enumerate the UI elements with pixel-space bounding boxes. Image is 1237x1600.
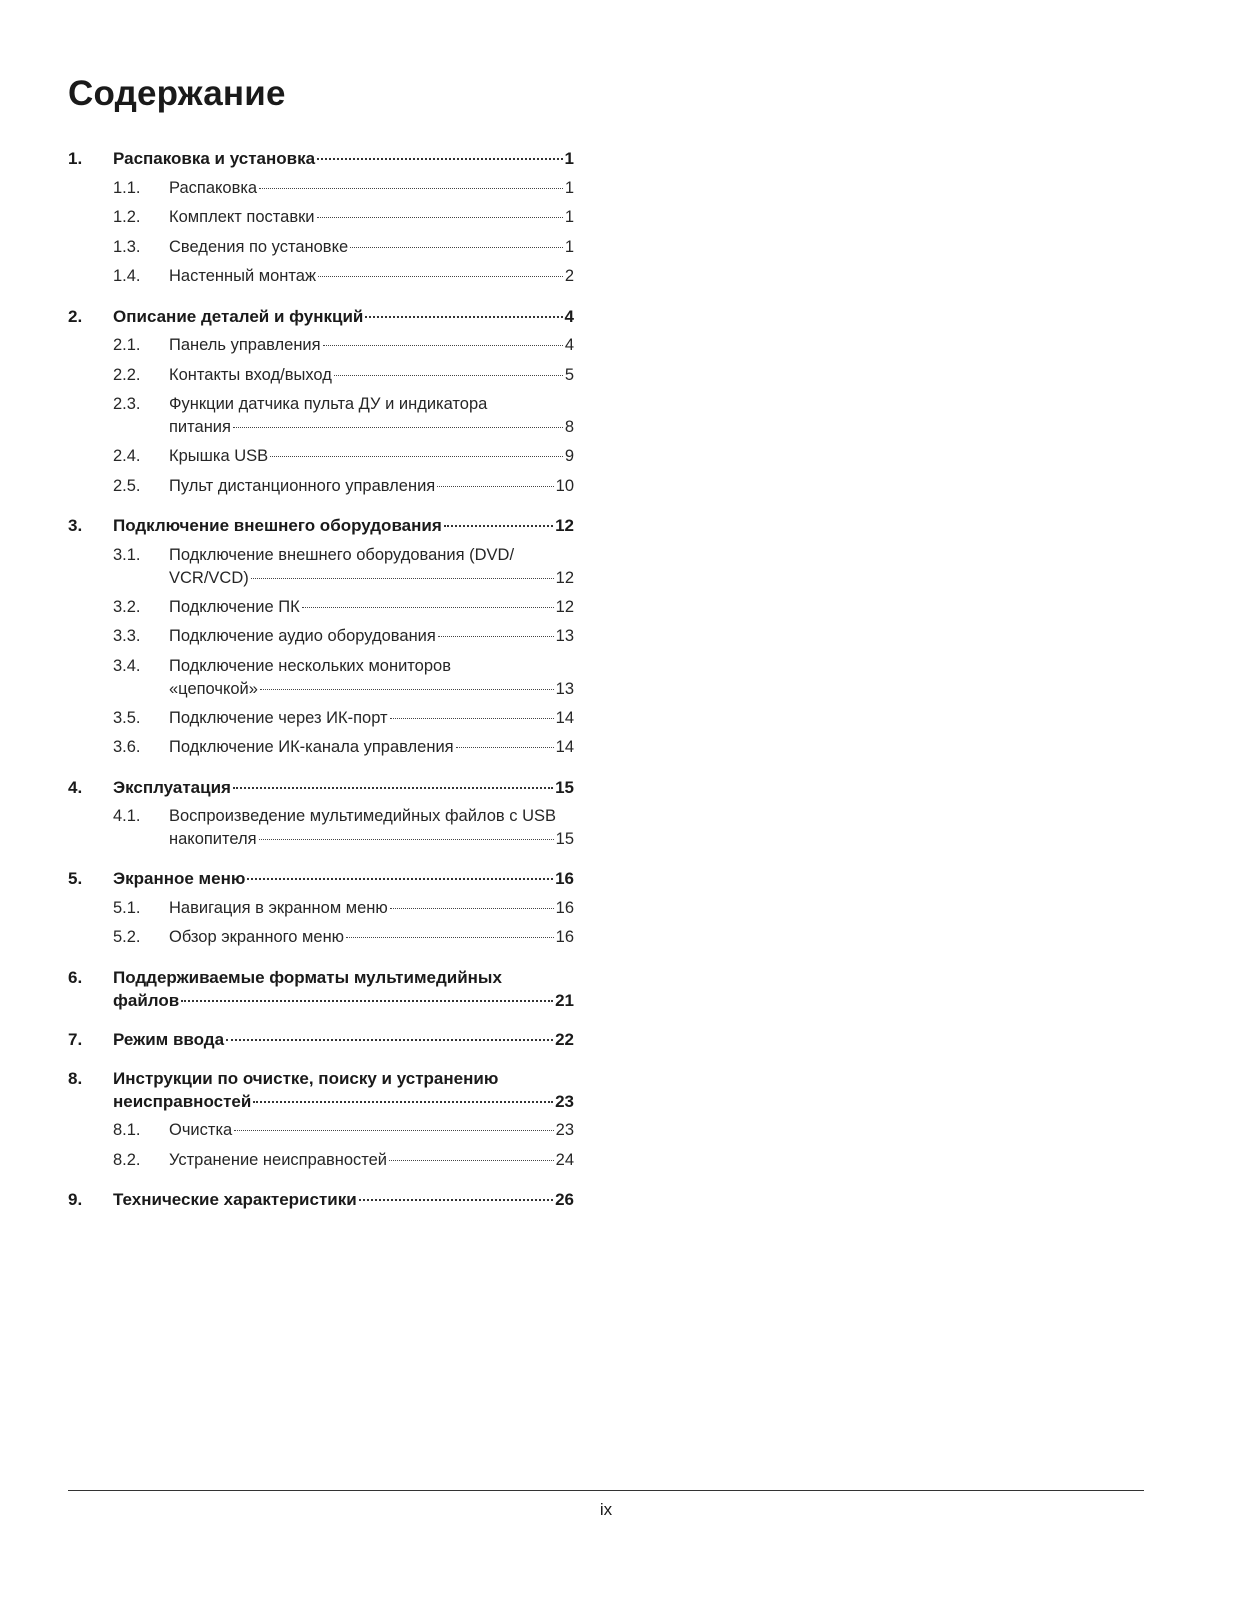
toc-subsection-entry[interactable] (68, 361, 574, 391)
toc-entry-title: «цепочкой» (169, 679, 258, 698)
toc-entry-title: VCR/VCD) (169, 568, 249, 587)
dot-leader (323, 344, 563, 346)
footer-divider (68, 1490, 1144, 1491)
toc-entry-number: 2. (68, 306, 83, 326)
dot-leader (365, 315, 562, 318)
toc-page-number: 15 (555, 777, 574, 797)
toc-entry-title: Распаковка (169, 178, 258, 197)
toc-page-number: 5 (564, 365, 574, 384)
toc-entry-title: Режим ввода (113, 1029, 225, 1049)
toc-page-number: 16 (555, 898, 574, 917)
toc-page-number: 26 (555, 1190, 574, 1209)
toc-section-entry[interactable] (68, 1185, 574, 1215)
toc-entry-number: 1.3. (113, 237, 141, 256)
toc-page-number: 22 (555, 1029, 574, 1049)
toc-entry-title: Подключение ПК (169, 597, 300, 616)
toc-page-number: 16 (555, 869, 574, 888)
toc-section (68, 773, 574, 855)
toc-section (68, 1185, 574, 1215)
dot-leader (350, 246, 563, 248)
toc-subsection-entry[interactable] (68, 1146, 574, 1176)
toc-entry-number: 2.4. (113, 447, 141, 465)
toc-page-number: 23 (555, 1121, 574, 1139)
toc-entry-number: 1.1. (113, 178, 141, 197)
dot-leader (456, 746, 554, 748)
dot-leader (259, 838, 554, 840)
toc-entry-number: 5.2. (113, 928, 141, 946)
toc-entry-title: Функции датчика пульта ДУ и индикатора (169, 395, 488, 413)
dot-leader (317, 216, 563, 218)
toc-entry-number: 2.3. (113, 395, 141, 413)
toc-section-entry[interactable] (68, 302, 574, 332)
dot-leader (253, 1100, 553, 1103)
toc-entry-title: Устранение неисправностей (169, 1150, 388, 1169)
toc-entry-title: Комплект поставки (169, 208, 315, 226)
toc-page-number: 16 (555, 928, 574, 946)
toc-subsection-entry[interactable] (68, 733, 574, 763)
toc-page-number: 15 (555, 830, 574, 848)
toc-entry-number: 3.4. (113, 656, 141, 675)
toc-section (68, 511, 574, 763)
toc-entry-title: Настенный монтаж (169, 267, 316, 285)
toc-page-number: 21 (555, 990, 574, 1010)
dot-leader (390, 717, 554, 719)
toc-page-number: 1 (564, 208, 574, 226)
dot-leader (444, 524, 553, 527)
toc-entry-number: 2.5. (113, 476, 141, 495)
toc-entry-title: Подключение аудио оборудования (169, 627, 436, 645)
toc-entry-title: файлов (113, 990, 180, 1010)
toc-page-number: 4 (564, 336, 574, 354)
toc-entry-title: Распаковка и установка (113, 149, 316, 168)
toc-subsection-entry[interactable] (68, 593, 574, 623)
toc-entry-title: Пульт дистанционного управления (169, 476, 436, 495)
toc-section (68, 963, 574, 1015)
toc-entry-title: Инструкции по очистке, поиску и устранению (113, 1069, 499, 1088)
toc-page-number: 12 (555, 597, 574, 616)
toc-section (68, 144, 574, 292)
toc-entry-title: Сведения по установке (169, 237, 349, 256)
toc-entry-title: Подключение внешнего оборудования (DVD/ (169, 545, 515, 564)
toc-section (68, 1025, 574, 1055)
dot-leader (302, 606, 554, 608)
toc-page-number: 1 (564, 178, 574, 197)
toc-entry-title: Контакты вход/выход (169, 365, 332, 384)
toc-entry-number: 5.1. (113, 898, 141, 917)
dot-leader (259, 187, 563, 189)
dot-leader (438, 635, 554, 637)
toc-subsection-entry[interactable] (68, 704, 574, 734)
toc-entry-number: 3.2. (113, 597, 141, 616)
toc-page-number: 12 (555, 516, 574, 535)
toc-subsection-entry[interactable] (68, 802, 574, 854)
toc-entry-title: Эксплуатация (113, 777, 231, 797)
toc-entry-number: 3.5. (113, 708, 141, 727)
toc-entry-number: 3.1. (113, 545, 141, 564)
toc-entry-number: 6. (68, 967, 83, 987)
toc-entry-title: Поддерживаемые форматы мультимедийных (113, 967, 502, 987)
toc-entry-number: 1.4. (113, 267, 141, 285)
toc-page-number: 14 (555, 738, 574, 756)
toc-entry-number: 8.1. (113, 1121, 141, 1139)
toc-entry-title: питания (169, 418, 231, 436)
dot-leader (334, 374, 563, 376)
toc-page-number: 14 (555, 708, 574, 727)
toc-subsection-entry[interactable] (68, 331, 574, 361)
toc-subsection-entry[interactable] (68, 174, 574, 204)
toc-subsection-entry[interactable] (68, 652, 574, 704)
toc-entry-title: Подключение ИК-канала управления (169, 738, 454, 756)
toc-subsection-entry[interactable] (68, 262, 574, 292)
toc-entry-title: Воспроизведение мультимедийных файлов с USB (169, 807, 557, 825)
toc-entry-number: 4.1. (113, 807, 141, 825)
toc-entry-number: 3.3. (113, 627, 141, 645)
dot-leader (317, 157, 562, 160)
toc-section-entry[interactable] (68, 1064, 574, 1116)
toc-entry-number: 5. (68, 869, 83, 888)
toc-subsection-entry[interactable] (68, 472, 574, 502)
toc-section-entry[interactable] (68, 864, 574, 894)
dot-leader (389, 1159, 554, 1161)
toc-section-entry[interactable] (68, 144, 574, 174)
dot-leader (260, 688, 554, 690)
toc-section-entry[interactable] (68, 511, 574, 541)
toc-entry-title: Обзор экранного меню (169, 928, 345, 946)
dot-leader (233, 786, 553, 789)
dot-leader (226, 1038, 553, 1041)
toc-page-number: 4 (564, 306, 574, 326)
toc-entry-title: Описание деталей и функций (113, 306, 364, 326)
toc-entry-title: Подключение нескольких мониторов (169, 656, 451, 675)
dot-leader (251, 577, 554, 579)
dot-leader (318, 275, 563, 277)
toc-entry-title: Очистка (169, 1121, 233, 1139)
toc-entry-title: Экранное меню (113, 869, 246, 888)
toc-entry-number: 1. (68, 149, 83, 168)
toc-page-number: 1 (564, 149, 574, 168)
toc-subsection-entry[interactable] (68, 442, 574, 472)
toc-entry-number: 3. (68, 516, 83, 535)
toc-entry-title: Навигация в экранном меню (169, 898, 388, 917)
toc-subsection-entry[interactable] (68, 923, 574, 953)
toc-subsection-entry[interactable] (68, 390, 574, 442)
toc-section (68, 302, 574, 502)
dot-leader (247, 877, 553, 880)
dot-leader (437, 485, 553, 487)
toc-entry-number: 3.6. (113, 738, 141, 756)
toc-entry-title: Технические характеристики (113, 1190, 357, 1209)
toc-page-number: 8 (564, 418, 574, 436)
toc-subsection-entry[interactable] (68, 622, 574, 652)
dot-leader (234, 1129, 553, 1131)
toc-entry-number: 9. (68, 1190, 83, 1209)
toc-entry-title: неисправностей (113, 1092, 252, 1111)
toc-subsection-entry[interactable] (68, 894, 574, 924)
toc-entry-title: накопителя (169, 830, 257, 848)
toc-section-entry[interactable] (68, 1025, 574, 1055)
toc-entry-title: Подключение через ИК-порт (169, 708, 388, 727)
dot-leader (270, 455, 563, 457)
toc-page-number: 2 (564, 267, 574, 285)
toc-page-number: 13 (555, 627, 574, 645)
toc-entry-number: 8. (68, 1069, 83, 1088)
toc-section-entry[interactable] (68, 773, 574, 803)
dot-leader (359, 1198, 553, 1201)
toc-subsection-entry[interactable] (68, 1116, 574, 1146)
page-number: ix (599, 1500, 613, 1519)
toc-entry-number: 1.2. (113, 208, 141, 226)
toc-entry-title: Подключение внешнего оборудования (113, 516, 442, 535)
toc-subsection-entry[interactable] (68, 233, 574, 263)
toc-page-number: 24 (555, 1150, 574, 1169)
toc-section (68, 1064, 574, 1175)
table-of-contents (68, 144, 574, 1225)
dot-leader (233, 426, 563, 428)
dot-leader (390, 907, 554, 909)
toc-page-number: 9 (564, 447, 574, 465)
page-title: Содержание (68, 74, 286, 113)
dot-leader (181, 999, 553, 1002)
toc-entry-number: 7. (68, 1029, 83, 1049)
toc-entry-number: 8.2. (113, 1150, 141, 1169)
toc-page-number: 13 (555, 679, 574, 698)
toc-entry-number: 4. (68, 777, 83, 797)
toc-section (68, 864, 574, 953)
toc-subsection-entry[interactable] (68, 541, 574, 593)
toc-page-number: 10 (555, 476, 574, 495)
toc-page-number: 1 (564, 237, 574, 256)
toc-entry-number: 2.1. (113, 336, 141, 354)
toc-section-entry[interactable] (68, 963, 574, 1015)
toc-page-number: 23 (555, 1092, 574, 1111)
toc-entry-title: Крышка USB (169, 447, 269, 465)
toc-entry-number: 2.2. (113, 365, 141, 384)
toc-page-number: 12 (555, 568, 574, 587)
toc-entry-title: Панель управления (169, 336, 321, 354)
dot-leader (346, 936, 554, 938)
toc-subsection-entry[interactable] (68, 203, 574, 233)
